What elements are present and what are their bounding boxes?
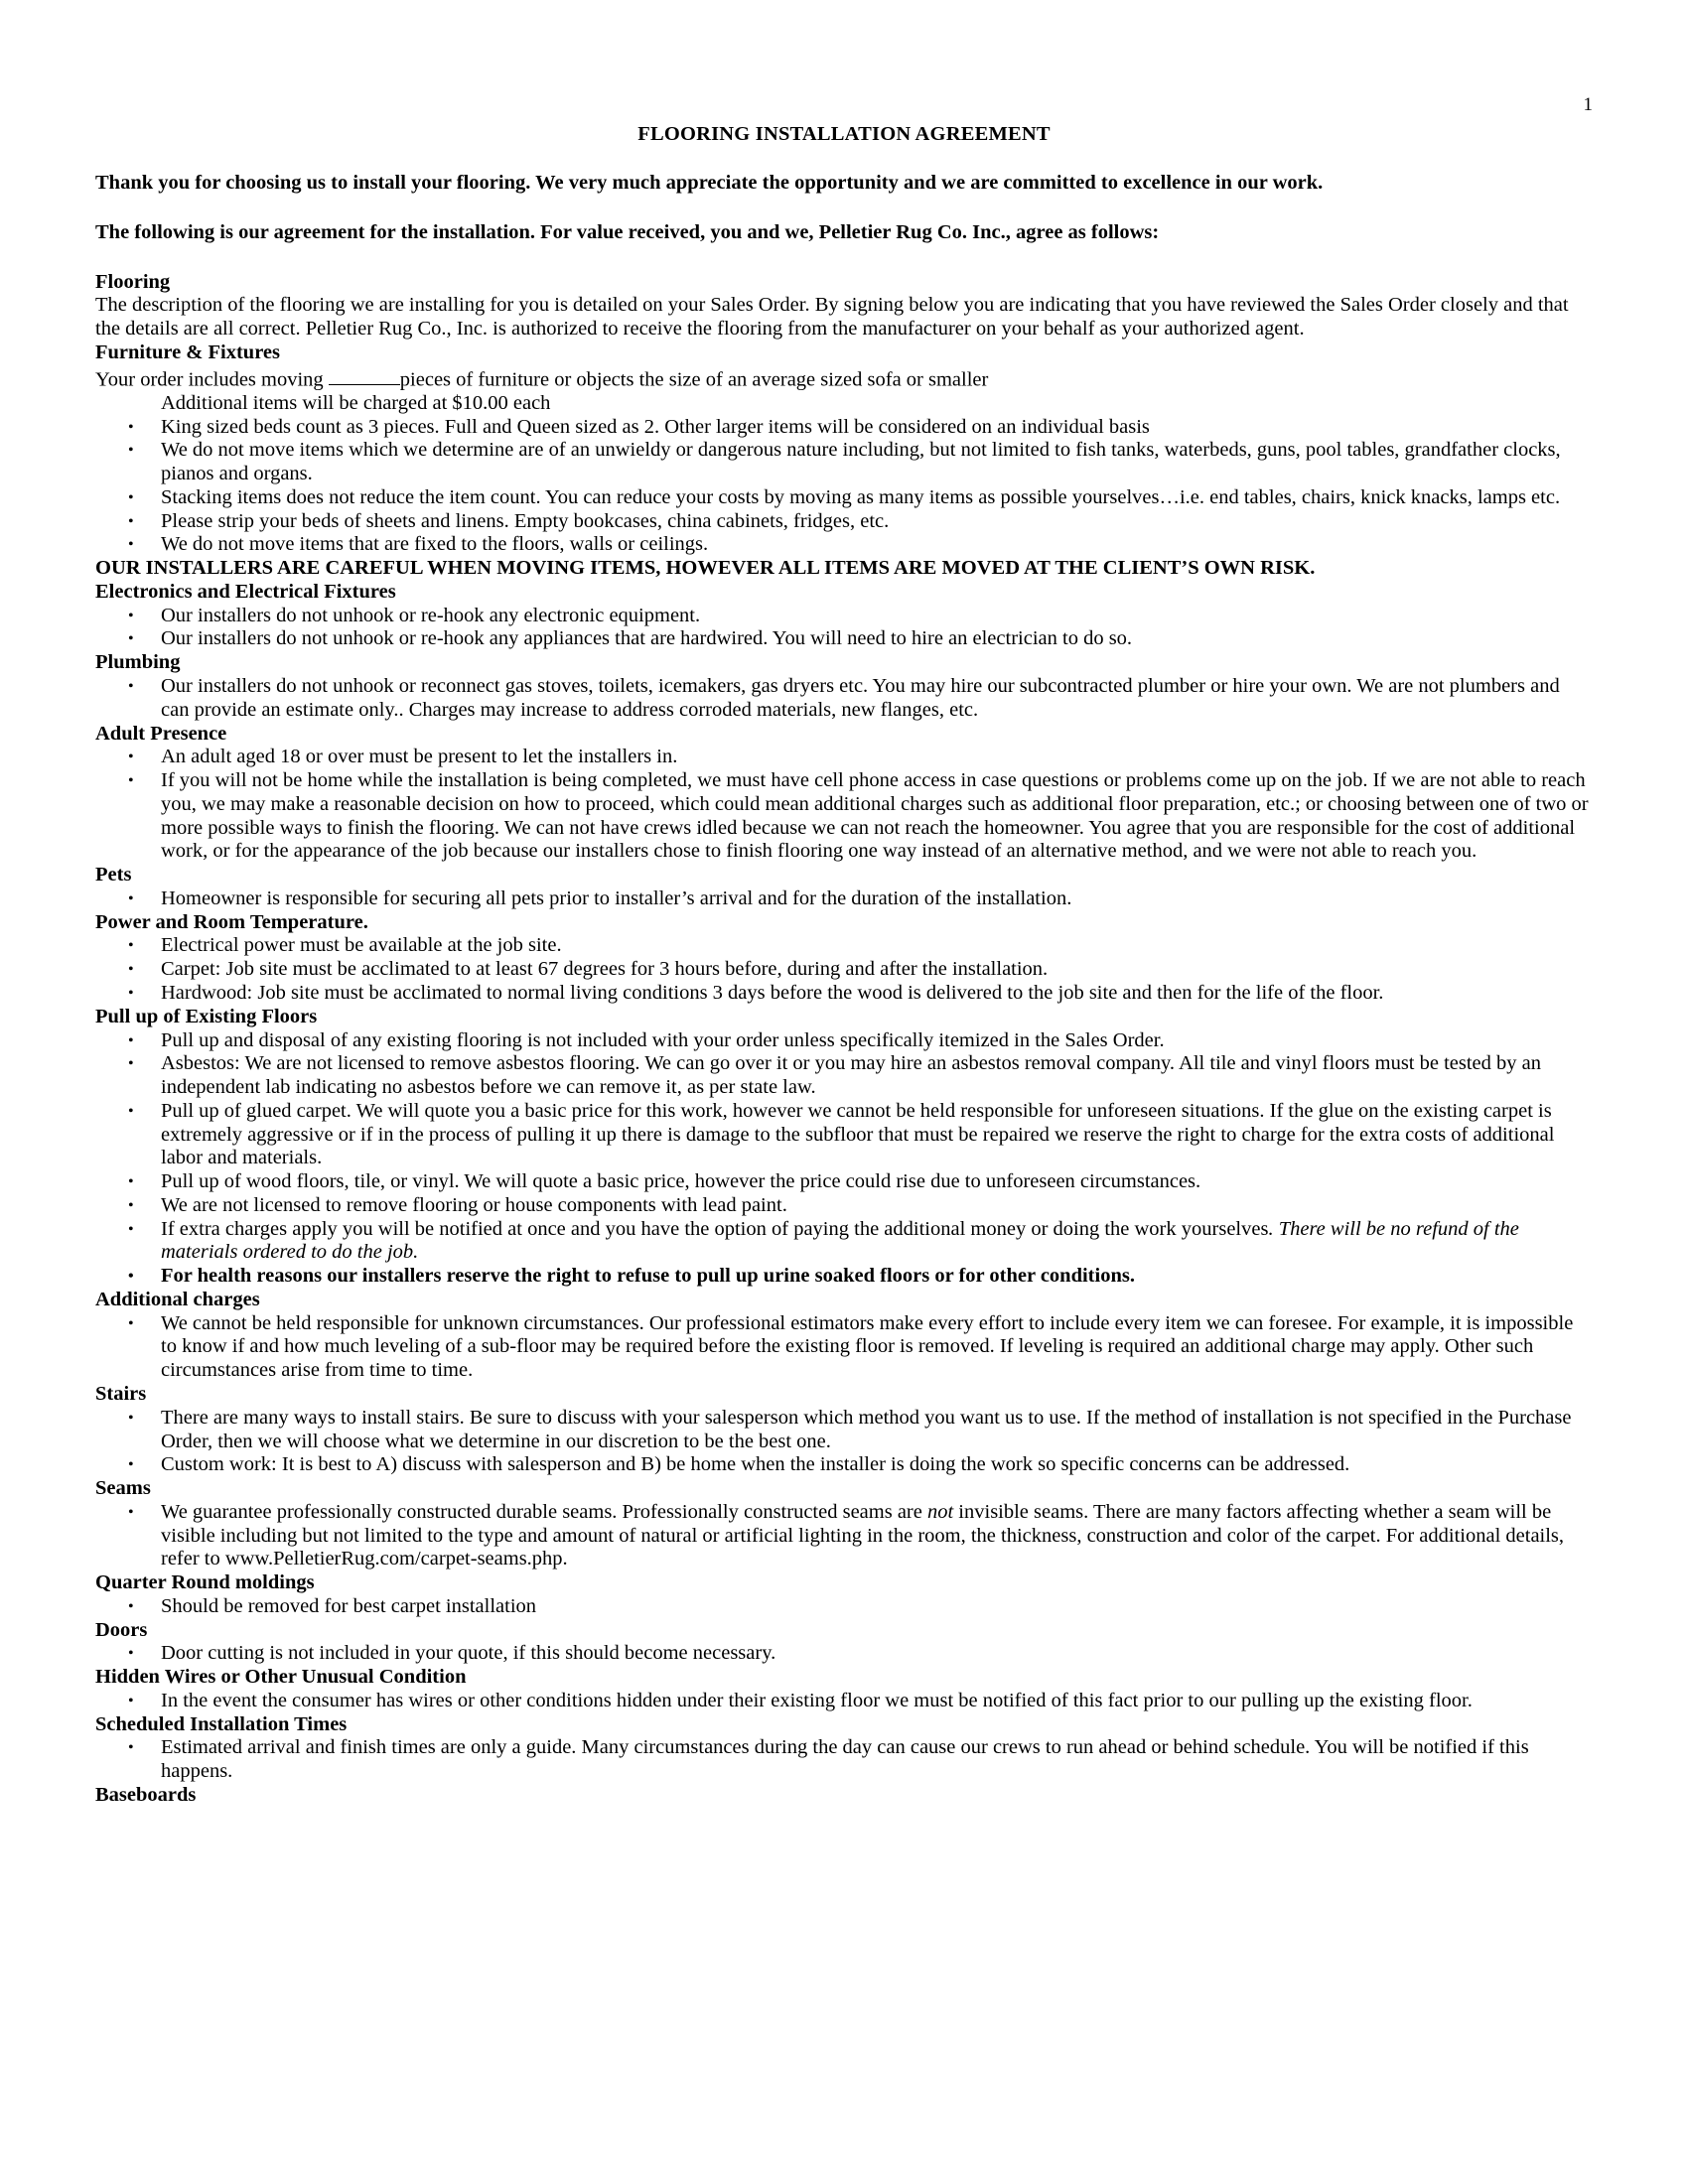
list-item-text: An adult aged 18 or over must be present to let the installers in. (161, 746, 678, 768)
list-item-text: If extra charges apply you will be notified at once and you have the option of paying the additional money or doing the work yourselves (161, 1217, 1269, 1240)
section-heading-pull-up: Pull up of Existing Floors (95, 1005, 318, 1027)
bullet-icon: • (128, 630, 134, 648)
furniture-bullet-list (95, 416, 1593, 558)
list-item (95, 416, 1593, 440)
list-item (95, 533, 1593, 557)
bullet-icon: • (128, 1268, 134, 1286)
bullet-icon: • (128, 1456, 134, 1474)
bullet-icon: • (128, 1102, 134, 1120)
list-item-text: We are not licensed to remove flooring or house components with lead paint. (161, 1193, 787, 1216)
list-item-text: Hardwood: Job site must be acclimated to normal living conditions 3 days before the wood is delivered to the job site and then for the life of the floor. (161, 981, 1384, 1004)
list-item-text-part1: We guarantee professionally constructed durable seams. Professionally constructed seams are (161, 1500, 927, 1523)
list-item-extra-charges (95, 1218, 1593, 1266)
bullet-icon: • (128, 1692, 134, 1709)
list-item-text-part2: invisible seams. There are many factors affecting whether a seam will be visible including but not limited to the type and amount of natural or artificial lighting in the room, the thickness, construction and color of the carpet. For additional details, refer to www.PelletierRug.com/carpet-seams.php. (161, 1500, 1565, 1570)
list-item-text: We cannot be held responsible for unknown circumstances. Our professional estimators make every effort to include every item we can foresee. For example, it is impossible to know if and how much leveling of a sub-floor may be required before the existing floor is removed. If leveling is required an additional charge may apply. Other such circumstances arise from time to time. (161, 1311, 1574, 1382)
risk-notice: OUR INSTALLERS ARE CAREFUL WHEN MOVING ITEMS, HOWEVER ALL ITEMS ARE MOVED AT THE CLIENT’S OWN RISK. (95, 557, 1316, 580)
list-item-text: Pull up and disposal of any existing flooring is not included with your order unless specifically itemized in the Sales Order. (161, 1028, 1165, 1051)
bullet-icon: • (128, 889, 134, 907)
furniture-lead-line (95, 365, 1593, 392)
list-item (95, 1595, 1593, 1619)
list-item-text: Door cutting is not included in your quote, if this should become necessary. (161, 1642, 776, 1665)
list-item (95, 887, 1593, 911)
list-item (95, 605, 1593, 628)
section-body-flooring: The description of the flooring we are installing for you is detailed on your Sales Order. By signing below you are indicating that you have reviewed the Sales Order closely and that the details are all correct. Pelletier Rug Co., Inc. is authorized to receive the flooring from the manufacturer on your behalf as your authorized agent. (95, 294, 1569, 341)
plumbing-bullet-list (95, 675, 1593, 723)
seams-bullet-list (95, 1501, 1593, 1571)
list-item-text: We do not move items which we determine are of an unwieldy or dangerous nature including, but not limited to fish tanks, waterbeds, guns, pool tables, grandfather clocks, pianos and organs. (161, 439, 1561, 485)
bullet-icon: • (128, 1739, 134, 1757)
list-item-text: King sized beds count as 3 pieces. Full and Queen sized as 2. Other larger items will be considered on an individual basis (161, 415, 1150, 438)
hidden-wires-bullet-list (95, 1690, 1593, 1713)
bullet-icon: • (128, 1597, 134, 1615)
list-item-text: Please strip your beds of sheets and linens. Empty bookcases, china cabinets, fridges, etc. (161, 509, 890, 532)
bullet-icon: • (128, 1055, 134, 1073)
bullet-icon: • (128, 1645, 134, 1663)
power-bullet-list (95, 934, 1593, 1005)
list-item (95, 510, 1593, 534)
list-item-text: If you will not be home while the installation is being completed, we must have cell phone access in case questions or problems come up on the job. If we are not able to reach you, we may make a reasonable decision on how to proceed, which could mean additional charges such as additional floor preparation, etc.; or choosing between one of two or more possible ways to finish the flooring. We can not have crews idled because we can not reach the homeowner. You agree that you are responsible for the cost of additional work, or for the appearance of the job because our installers chose to finish flooring one way instead of an alternative method, and we were not able to reach you. (161, 769, 1589, 863)
bullet-icon: • (128, 961, 134, 979)
list-item-text: Pull up of glued carpet. We will quote you a basic price for this work, however we cannot be held responsible for unforeseen situations. If the glue on the existing carpet is extremely aggressive or if in the process of pulling it up there is damage to the subfloor that must be repaired we reserve the right to charge for the extra costs of additional labor and materials. (161, 1099, 1555, 1169)
page-number: 1 (1583, 94, 1593, 115)
section-heading-flooring: Flooring (95, 270, 171, 293)
list-item (95, 1453, 1593, 1477)
list-item (95, 1690, 1593, 1713)
list-item (95, 486, 1593, 510)
list-item-text: Pull up of wood floors, tile, or vinyl. We will quote a basic price, however the price could rise due to unforeseen circumstances. (161, 1170, 1201, 1193)
spacer (95, 146, 1593, 172)
page-title: FLOORING INSTALLATION AGREEMENT (637, 123, 1051, 145)
section-heading-plumbing: Plumbing (95, 651, 181, 674)
list-item-text: Electrical power must be available at the job site. (161, 934, 562, 957)
list-item-text: Custom work: It is best to A) discuss with salesperson and B) be home when the installer is doing the work so specific concerns can be addressed. (161, 1453, 1350, 1476)
bullet-icon: • (128, 937, 134, 955)
adult-presence-bullet-list (95, 746, 1593, 864)
list-item-seams (95, 1501, 1593, 1571)
list-item (95, 982, 1593, 1006)
furniture-additional-note: Additional items will be charged at $10.00 each (161, 391, 551, 414)
spacer (95, 245, 1593, 271)
section-heading-baseboards: Baseboards (95, 1784, 197, 1806)
electronics-bullet-list (95, 605, 1593, 652)
list-item (95, 934, 1593, 958)
list-item (95, 1194, 1593, 1218)
section-heading-furniture: Furniture & Fixtures (95, 341, 281, 363)
list-item-text: We do not move items that are fixed to the floors, walls or ceilings. (161, 533, 709, 556)
list-item-text: Our installers do not unhook or re-hook any electronic equipment. (161, 604, 701, 626)
list-item-text: For health reasons our installers reserve the right to refuse to pull up urine soaked floors or for other conditions. (161, 1265, 1135, 1288)
list-item (95, 1170, 1593, 1194)
section-heading-electronics: Electronics and Electrical Fixtures (95, 580, 396, 603)
bullet-icon: • (128, 536, 134, 554)
section-heading-adult-presence: Adult Presence (95, 722, 227, 745)
list-item (95, 1642, 1593, 1666)
pull-up-bullet-list (95, 1029, 1593, 1289)
list-item (95, 1736, 1593, 1784)
bullet-icon: • (128, 488, 134, 506)
section-heading-hidden-wires: Hidden Wires or Other Unusual Condition (95, 1666, 467, 1689)
doors-bullet-list (95, 1642, 1593, 1666)
list-item (95, 769, 1593, 864)
list-item-text: Our installers do not unhook or re-hook any appliances that are hardwired. You will need to hire an electrician to do so. (161, 627, 1133, 650)
bullet-icon: • (128, 442, 134, 460)
furniture-lead-after: pieces of furniture or objects the size of an average sized sofa or smaller (399, 368, 989, 391)
list-item-health-notice (95, 1265, 1593, 1289)
list-item-text: Asbestos: We are not licensed to remove asbestos flooring. We can go over it or you may hire an asbestos removal company. All tile and vinyl floors must be tested by an independent lab indicating no asbestos before we can remove it, as per state law. (161, 1052, 1542, 1099)
stairs-bullet-list (95, 1407, 1593, 1477)
list-item-text: Homeowner is responsible for securing all pets prior to installer’s arrival and for the duration of the installation. (161, 887, 1072, 909)
list-item (95, 1029, 1593, 1053)
intro-thank-you: Thank you for choosing us to install your flooring. We very much appreciate the opportunity and we are committed to excellence in our work. (95, 172, 1324, 194)
list-item (95, 746, 1593, 769)
list-item (95, 1100, 1593, 1170)
bullet-icon: • (128, 1031, 134, 1049)
list-item-text: Our installers do not unhook or reconnect gas stoves, toilets, icemakers, gas dryers etc. You may hire our subcontracted plumber or hire your own. We are not plumbers and can provide an estimate only.. Charges may increase to address corroded materials, new flanges, etc. (161, 675, 1560, 721)
intro-agreement: The following is our agreement for the installation. For value received, you and we, Pelletier Rug Co. Inc., agree as follows: (95, 220, 1160, 243)
bullet-icon: • (128, 749, 134, 766)
list-item (95, 1052, 1593, 1100)
section-heading-power: Power and Room Temperature. (95, 910, 368, 933)
scheduled-times-bullet-list (95, 1736, 1593, 1784)
bullet-icon: • (128, 1196, 134, 1214)
list-item-text-italic: not (926, 1500, 954, 1523)
section-heading-pets: Pets (95, 864, 132, 887)
furniture-lead-before: Your order includes moving (95, 368, 329, 391)
list-item-text: Stacking items does not reduce the item count. You can reduce your costs by moving as many items as possible yourselves…i.e. end tables, chairs, knick knacks, lamps etc. (161, 485, 1561, 508)
section-heading-stairs: Stairs (95, 1382, 147, 1405)
list-item (95, 1407, 1593, 1454)
bullet-icon: • (128, 984, 134, 1002)
bullet-icon: • (128, 512, 134, 530)
section-heading-additional-charges: Additional charges (95, 1288, 260, 1310)
bullet-icon: • (128, 678, 134, 696)
bullet-icon: • (128, 1503, 134, 1521)
section-heading-doors: Doors (95, 1618, 148, 1641)
list-item-text: Estimated arrival and finish times are only a guide. Many circumstances during the day can cause our crews to run ahead or behind schedule. You will be notified if this happens. (161, 1736, 1529, 1783)
section-heading-quarter-round: Quarter Round moldings (95, 1571, 315, 1594)
additional-charges-bullet-list (95, 1312, 1593, 1383)
list-item (95, 675, 1593, 723)
list-item-text: There are many ways to install stairs. Be sure to discuss with your salesperson which method you want us to use. If the method of installation is not specified in the Purchase Order, then we will choose what we determine in our discretion to be the best one. (161, 1406, 1572, 1452)
list-item (95, 439, 1593, 486)
bullet-icon: • (128, 1409, 134, 1427)
bullet-icon: • (128, 772, 134, 790)
bullet-icon: • (128, 1314, 134, 1332)
list-item (95, 627, 1593, 651)
list-item-text: Carpet: Job site must be acclimated to at least 67 degrees for 3 hours before, during and after the installation. (161, 958, 1049, 981)
section-heading-scheduled-times: Scheduled Installation Times (95, 1712, 348, 1735)
list-item-text-italic: . There will be no refund of the materials ordered to do the job. (161, 1217, 1519, 1264)
pets-bullet-list (95, 887, 1593, 911)
bullet-icon: • (128, 418, 134, 436)
section-heading-seams: Seams (95, 1477, 151, 1500)
list-item-text: Should be removed for best carpet installation (161, 1594, 537, 1617)
list-item (95, 958, 1593, 982)
list-item (95, 1312, 1593, 1383)
list-item-text: In the event the consumer has wires or other conditions hidden under their existing floor we must be notified of this fact prior to our pulling up the existing floor. (161, 1689, 1473, 1711)
furniture-count-blank[interactable] (329, 365, 400, 385)
bullet-icon: • (128, 1173, 134, 1191)
bullet-icon: • (128, 607, 134, 624)
spacer (95, 196, 1593, 221)
quarter-round-bullet-list (95, 1595, 1593, 1619)
bullet-icon: • (128, 1220, 134, 1238)
